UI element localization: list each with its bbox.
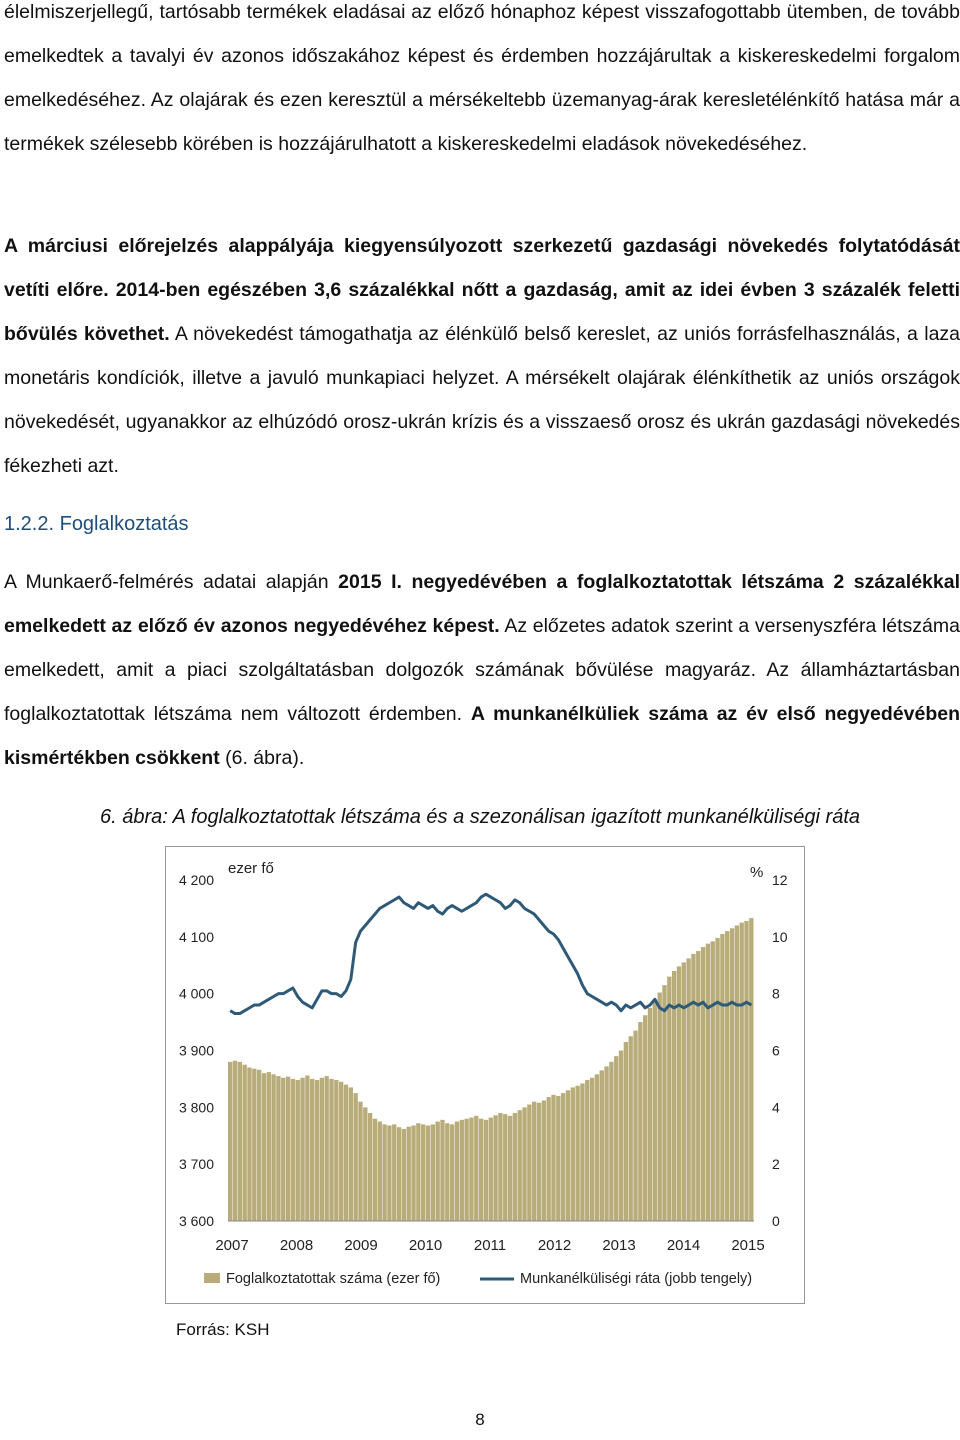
bar xyxy=(600,1070,604,1221)
bar xyxy=(252,1069,256,1221)
left-tick-label: 4 000 xyxy=(178,985,214,1002)
bar xyxy=(445,1123,449,1221)
bar xyxy=(411,1126,415,1221)
forecast-bold-text: A márciusi előrejelzés alappályája kiegyensúlyozott szerkezetű gazdasági növekedés folytatódását vetíti előre. 2014-ben egészében 3,6 százalékkal nőtt a gazdaság, amit az idei évben 3 százalék feletti bővülés követhet. xyxy=(4,235,960,345)
bar xyxy=(382,1124,386,1221)
bar xyxy=(339,1082,343,1221)
bar xyxy=(296,1080,300,1221)
bar xyxy=(315,1080,319,1221)
bar xyxy=(590,1078,594,1221)
bar xyxy=(228,1062,232,1221)
right-tick-label: 8 xyxy=(772,985,780,1002)
bar xyxy=(527,1104,531,1221)
left-tick-label: 3 600 xyxy=(178,1213,214,1229)
bar xyxy=(271,1074,275,1221)
bar xyxy=(300,1078,304,1221)
bar xyxy=(725,931,729,1221)
right-tick-label: 12 xyxy=(772,872,788,888)
bar xyxy=(720,934,724,1221)
bar xyxy=(667,977,671,1221)
bar xyxy=(450,1124,454,1221)
employment-start-text: A Munkaerő-felmérés adatai alapján xyxy=(4,571,339,593)
bar xyxy=(421,1124,425,1221)
bar xyxy=(518,1110,522,1221)
right-tick-label: 10 xyxy=(772,928,788,945)
bar xyxy=(566,1090,570,1221)
bar xyxy=(392,1124,396,1221)
bar xyxy=(595,1074,599,1221)
bar xyxy=(349,1087,353,1221)
right-axis-unit: % xyxy=(750,864,764,881)
employment-bold-text-1: 2015 I. negyedévében a foglalkoztatottak létszáma 2 százalékkal emelkedett az előző év azonos negyedévéhez képest. xyxy=(4,571,960,637)
bar xyxy=(416,1123,420,1221)
bar xyxy=(556,1096,560,1221)
bar xyxy=(329,1079,333,1221)
bar xyxy=(604,1066,608,1221)
bar xyxy=(276,1076,280,1221)
employment-mid-text: Az előzetes adatok szerint a versenyszféra létszáma emelkedett, amit a piaci szolgáltatásban dolgozók számának bővülése magyaráz. Az államháztartásban foglalkoztatottak létszáma nem változott érdemben. xyxy=(4,615,960,725)
x-tick-label: 2011 xyxy=(473,1237,507,1254)
bar xyxy=(498,1113,502,1221)
chart-canvas xyxy=(166,847,804,1303)
right-tick-label: 6 xyxy=(772,1042,780,1059)
bar xyxy=(537,1103,541,1221)
bar xyxy=(730,928,734,1221)
employment-bold-text-2: A munkanélküliek száma az év első negyedévében kismértékben csökkent xyxy=(4,703,960,769)
page-number: 8 xyxy=(475,1410,485,1429)
left-tick-label: 4 200 xyxy=(178,872,214,888)
bar xyxy=(387,1126,391,1221)
bar xyxy=(547,1097,551,1221)
bar xyxy=(373,1119,377,1221)
bar xyxy=(247,1068,251,1221)
paragraph-forecast xyxy=(4,224,960,488)
bar xyxy=(619,1051,623,1222)
bar xyxy=(320,1078,324,1221)
bar xyxy=(291,1079,295,1221)
bar xyxy=(643,1015,647,1221)
bar xyxy=(696,951,700,1221)
bar xyxy=(691,954,695,1221)
bar xyxy=(653,999,657,1221)
bar xyxy=(740,923,744,1221)
bar xyxy=(749,918,753,1221)
bar xyxy=(575,1086,579,1221)
bar xyxy=(460,1120,464,1221)
bar xyxy=(257,1070,261,1221)
bar xyxy=(474,1116,478,1221)
bar xyxy=(701,947,705,1221)
right-tick-label: 2 xyxy=(772,1156,780,1173)
bar xyxy=(440,1120,444,1221)
bar xyxy=(378,1122,382,1221)
x-tick-label: 2010 xyxy=(408,1237,443,1254)
legend-bar-label: Foglalkoztatottak száma (ezer fő) xyxy=(226,1271,441,1287)
bar xyxy=(479,1119,483,1221)
bar xyxy=(532,1102,536,1221)
legend-bar-swatch xyxy=(204,1273,220,1283)
bar xyxy=(571,1087,575,1221)
bar xyxy=(657,993,661,1221)
bar xyxy=(648,1008,652,1221)
bar xyxy=(431,1124,435,1221)
figure-caption: 6. ábra: A foglalkoztatottak létszáma és a szezonálisan igazított munkanélküliségi ráta xyxy=(99,806,861,828)
bar xyxy=(334,1080,338,1221)
bar xyxy=(522,1107,526,1221)
x-tick-label: 2008 xyxy=(279,1237,314,1254)
source-note: Forrás: KSH xyxy=(176,1320,270,1339)
bar xyxy=(305,1076,309,1221)
bar xyxy=(242,1065,246,1221)
bar xyxy=(281,1078,285,1221)
left-tick-label: 3 900 xyxy=(178,1042,214,1059)
bar xyxy=(633,1031,637,1221)
bar xyxy=(397,1127,401,1221)
bar xyxy=(614,1056,618,1221)
bar xyxy=(407,1127,411,1221)
bar xyxy=(353,1093,357,1221)
bar xyxy=(624,1042,628,1221)
x-tick-label: 2007 xyxy=(215,1237,249,1254)
left-tick-label: 3 700 xyxy=(178,1156,214,1173)
paragraph-employment xyxy=(4,560,960,780)
bar xyxy=(508,1116,512,1221)
bar xyxy=(513,1113,517,1221)
bar xyxy=(744,921,748,1221)
bar xyxy=(238,1062,242,1221)
bar xyxy=(310,1079,314,1221)
bar xyxy=(638,1022,642,1221)
right-tick-label: 4 xyxy=(772,1099,780,1116)
bar xyxy=(267,1072,271,1221)
section-heading: 1.2.2. Foglalkoztatás xyxy=(4,513,189,535)
legend-line-label: Munkanélküliségi ráta (jobb tengely) xyxy=(520,1271,753,1287)
bar xyxy=(735,925,739,1221)
bar xyxy=(580,1083,584,1221)
bar xyxy=(368,1113,372,1221)
x-tick-label: 2012 xyxy=(537,1237,572,1254)
bar xyxy=(585,1080,589,1221)
bar xyxy=(358,1102,362,1221)
bar xyxy=(686,958,690,1221)
employment-end-text: (6. ábra). xyxy=(219,747,305,769)
bar xyxy=(469,1118,473,1221)
x-tick-label: 2009 xyxy=(344,1237,378,1254)
bar xyxy=(662,985,666,1221)
bar xyxy=(344,1085,348,1221)
bar xyxy=(402,1129,406,1221)
bar xyxy=(682,962,686,1221)
bar xyxy=(489,1118,493,1221)
bar xyxy=(629,1036,633,1221)
bar xyxy=(711,941,715,1221)
bar xyxy=(542,1101,546,1221)
left-tick-label: 3 800 xyxy=(178,1099,214,1116)
forecast-rest-text: A növekedést támogathatja az élénkülő belső kereslet, az uniós forrásfelhasználás, a laza monetáris kondíciók, illetve a javuló munkapiaci helyzet. A mérsékelt olajárak élénkíthetik az uniós országok növekedését, ugyanakkor az elhúzódó orosz-ukrán krízis és a visszaeső orosz és ukrán gazdasági növekedés fékezheti azt. xyxy=(4,323,960,477)
bar xyxy=(715,938,719,1221)
bar xyxy=(436,1122,440,1221)
left-axis-unit: ezer fő xyxy=(228,860,274,877)
bar xyxy=(551,1095,555,1221)
paragraph-retail: élelmiszerjellegű, tartósabb termékek eladásai az előző hónaphoz képest visszafogottabb ütemben, de tovább emelkedtek a tavalyi év azonos időszakához képest és érdemben hozzájárultak a kiskereskedelmi forgalom emelkedéséhez. Az olajárak és ezen keresztül a mérsékeltebb üzemanyag-árak keresletélénkítő hatása már a termékek szélesebb körében is hozzájárulhatott a kiskereskedelmi eladások növekedéséhez. xyxy=(4,1,960,155)
employment-chart xyxy=(165,846,805,1304)
bar xyxy=(325,1076,329,1221)
bar xyxy=(464,1119,468,1221)
bar xyxy=(484,1120,488,1221)
bar xyxy=(426,1126,430,1221)
x-tick-label: 2014 xyxy=(666,1237,701,1254)
bar xyxy=(561,1093,565,1221)
bar xyxy=(363,1107,367,1221)
bar xyxy=(493,1115,497,1221)
x-tick-label: 2013 xyxy=(602,1237,636,1254)
bar xyxy=(609,1062,613,1221)
left-tick-label: 4 100 xyxy=(178,928,214,945)
bar xyxy=(233,1061,237,1221)
bar xyxy=(286,1077,290,1221)
bar xyxy=(706,944,710,1221)
right-tick-label: 0 xyxy=(772,1213,780,1229)
bar xyxy=(262,1073,266,1221)
bar xyxy=(455,1122,459,1221)
x-tick-label: 2015 xyxy=(731,1237,765,1254)
bar xyxy=(503,1114,507,1221)
